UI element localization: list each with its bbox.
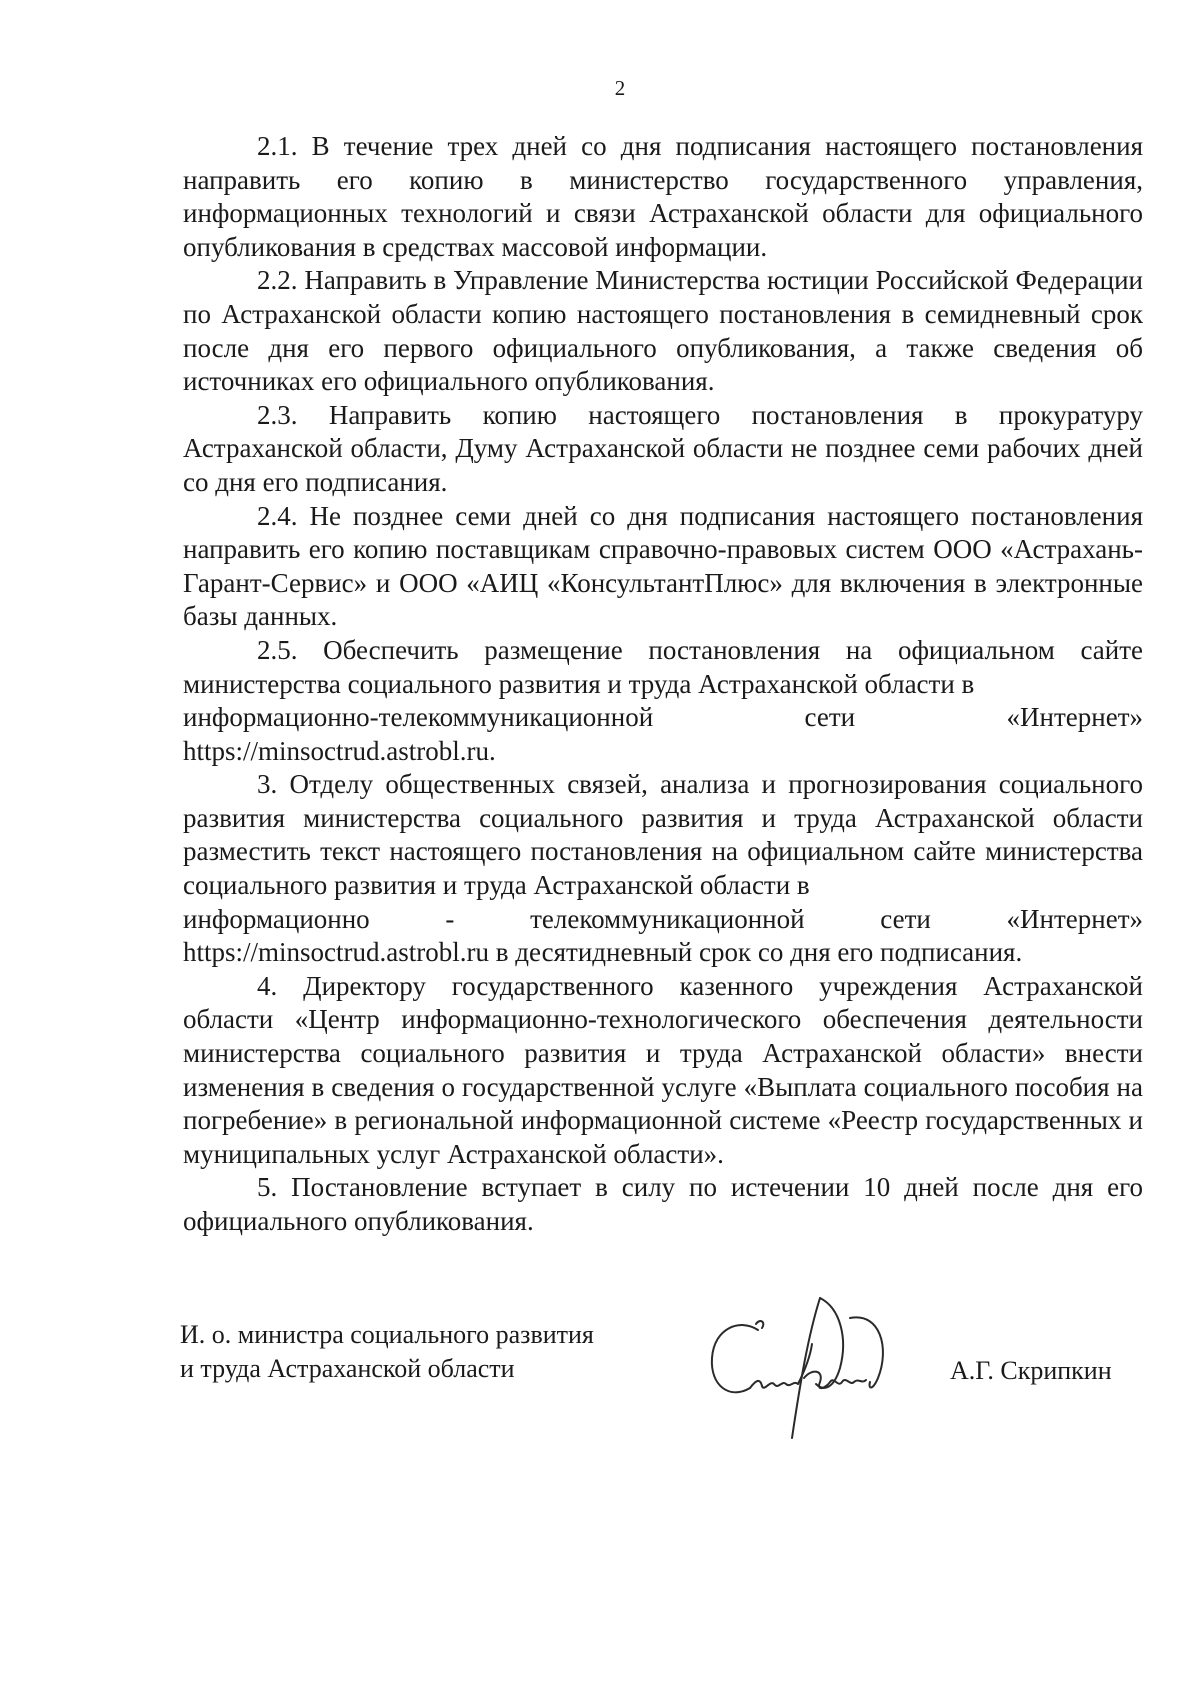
paragraph-5: 5. Постановление вступает в силу по истечении 10 дней после дня его официального опубликования. [183, 1172, 1143, 1236]
signer-position [180, 1318, 594, 1386]
signer-name: А.Г. Скрипкин [950, 1356, 1112, 1385]
page-number: 2 [614, 76, 626, 100]
signer-position-line-2: и труда Астраханской области [180, 1354, 515, 1383]
paragraph-2-2: 2.2. Направить в Управление Министерства юстиции Российской Федерации по Астраханской области копию настоящего постановления в семидневный срок после дня его первого официального опубликования, а также сведения об источниках его официального опубликования. [183, 265, 1143, 397]
paragraph-2-3: 2.3. Направить копию настоящего постановления в прокуратуру Астраханской области, Думу Астраханской области не позднее семи рабочих дней со дня его подписания. [183, 399, 1143, 497]
paragraph-3: 3. Отделу общественных связей, анализа и прогнозирования социального развития министерства социального развития и труда Астраханской области разместить текст настоящего постановления на официальном сайте министерства социального развития и труда Астраханской области в [183, 769, 1143, 901]
paragraph-2-4: 2.4. Не позднее семи дней со дня подписания настоящего постановления направить его копию поставщикам справочно-правовых систем ООО «Астрахань-Гарант-Сервис» и ООО «АИЦ «КонсультантПлюс» для включения в электронные базы данных. [183, 500, 1143, 632]
paragraph-2-5: 2.5. Обеспечить размещение постановления на официальном сайте министерства социального развития и труда Астраханской области в [183, 634, 1143, 699]
handwritten-signature [700, 1288, 920, 1448]
document-body [183, 130, 1143, 1239]
paragraph-4: 4. Директору государственного казенного учреждения Астраханской области «Центр информационно-технологического обеспечения деятельности министерства социального развития и труда Астраханской области» внести изменения в сведения о государственной услуге «Выплата социального пособия на погребение» в региональной информационной системе «Реестр государственных и муниципальных услуг Астраханской области». [183, 970, 1143, 1169]
paragraph-3-url: https://minsoctrud.astrobl.ru в десятидневный срок со дня его подписания. [183, 937, 1023, 968]
paragraph-2-1: 2.1. В течение трех дней со дня подписания настоящего постановления направить его копию в министерство государственного управления, информационных технологий и связи Астраханской области для официального опубликования в средствах массовой информации. [183, 131, 1143, 262]
signature-block [180, 1318, 1160, 1428]
signer-position-line-1: И. о. министра социального развития [180, 1320, 594, 1349]
paragraph-2-5-line: информационно-телекоммуникационной сети «Интернет» [183, 702, 1143, 733]
paragraph-3-line: информационно - телекоммуникационной сети «Интернет» [183, 903, 1143, 934]
paragraph-2-5-url: https://minsoctrud.astrobl.ru. [183, 735, 496, 766]
